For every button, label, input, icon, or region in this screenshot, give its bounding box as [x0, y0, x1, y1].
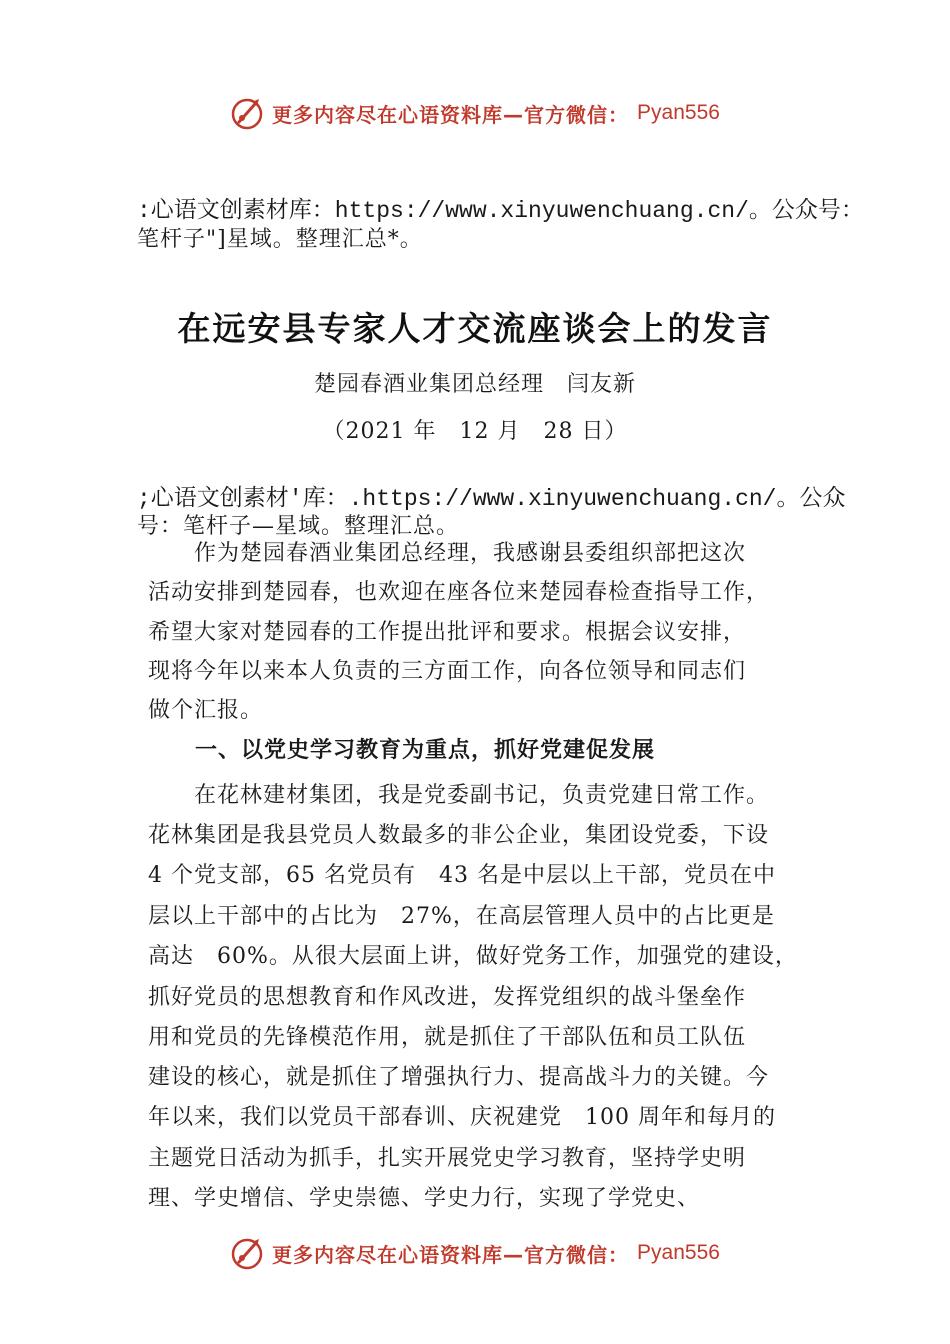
notice-top-line-1: :心语文创素材库：https://www.xinyuwenchuang.cn/。公众号：	[137, 198, 864, 224]
banner-wechat-id: Pyan556	[637, 101, 720, 124]
document-title: 在远安县专家人才交流座谈会上的发言	[177, 309, 773, 348]
body-line: 层以上干部中的占比为 27%，在高层管理人员中的占比更是	[148, 904, 775, 929]
body-line: 用和党员的先锋模范作用，就是抓住了干部队伍和员工队伍	[148, 1025, 747, 1050]
brush-logo-icon	[230, 1236, 264, 1270]
footer-banner	[0, 1233, 950, 1273]
body-line: 现将今年以来本人负责的三方面工作，向各位领导和同志们	[148, 659, 747, 684]
author-line: 楚园春酒业集团总经理 闫友新	[313, 372, 636, 397]
body-line: 做个汇报。	[148, 698, 264, 723]
notice-mid-line-2: 号：笔杆子—星域。整理汇总。	[137, 514, 460, 539]
date-line: （2021 年 12 月 28 日）	[322, 419, 628, 444]
banner-text: 更多内容尽在心语资料库—官方微信：	[272, 1242, 630, 1267]
body-line: 理、学史增信、学史崇德、学史力行，实现了学党史、	[148, 1186, 701, 1211]
section-heading-1: 一、以党史学习教育为重点，抓好党建促发展	[195, 738, 656, 763]
body-line: 活动安排到楚园春，也欢迎在座各位来楚园春检查指导工作，	[148, 580, 770, 605]
body-line: 抓好党员的思想教育和作风改进，发挥党组织的战斗堡垒作	[148, 985, 747, 1010]
body-line: 花林集团是我县党员人数最多的非公企业，集团设党委，下设	[148, 823, 770, 848]
body-line: 4 个党支部，65 名党员有 43 名是中层以上干部，党员在中	[148, 863, 776, 888]
banner-text: 更多内容尽在心语资料库—官方微信：	[272, 102, 630, 127]
body-line: 作为楚园春酒业集团总经理，我感谢县委组织部把这次	[148, 541, 747, 566]
notice-top-line-2: 笔杆子"]星域。整理汇总*。	[137, 227, 423, 252]
banner-wechat-id: Pyan556	[637, 1241, 720, 1264]
body-line: 高达 60%。从很大层面上讲，做好党务工作，加强党的建设，	[148, 944, 798, 969]
body-line: 主题党日活动为抓手，扎实开展党史学习教育，坚持学史明	[148, 1146, 747, 1171]
body-line: 年以来，我们以党员干部春训、庆祝建党 100 周年和每月的	[148, 1105, 776, 1130]
body-line: 在花林建材集团，我是党委副书记，负责党建日常工作。	[148, 783, 770, 808]
brush-logo-icon	[230, 96, 264, 130]
notice-mid-line-1: ;心语文创素材'库：.https://www.xinyuwenchuang.cn/。公众	[137, 486, 846, 512]
body-line: 建设的核心，就是抓住了增强执行力、提高战斗力的关键。今	[148, 1065, 770, 1090]
body-line: 希望大家对楚园春的工作提出批评和要求。根据会议安排，	[148, 620, 747, 645]
header-banner	[0, 93, 950, 133]
